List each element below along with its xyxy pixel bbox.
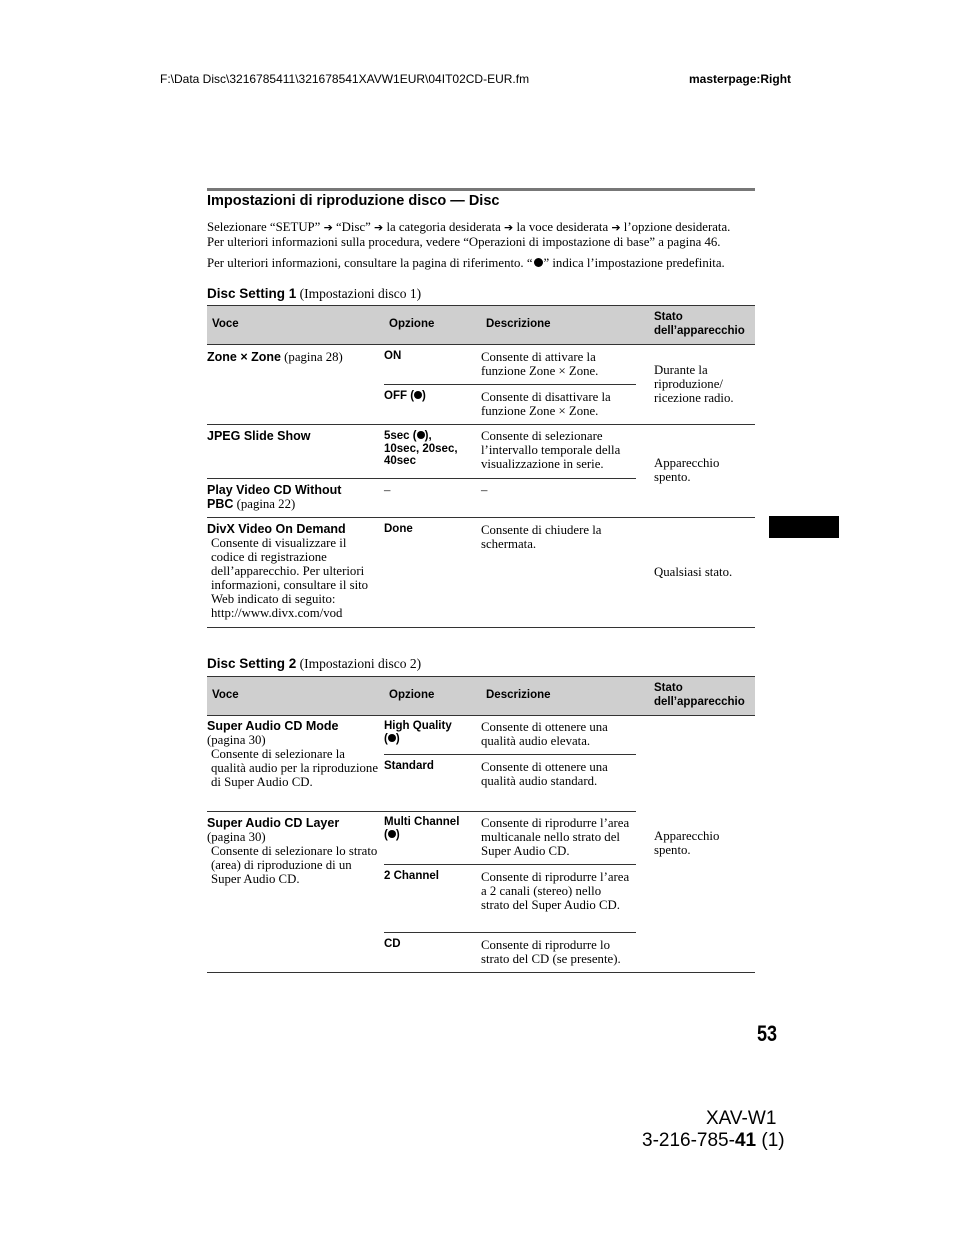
row-divider	[384, 754, 636, 755]
section-thumb-tab	[769, 516, 839, 538]
desc-multi-channel: Consente di riprodurre l’area multicanale nello strato del Super Audio CD.	[481, 816, 630, 858]
stato-table2: Apparecchio spento.	[654, 829, 720, 857]
intro-paragraph: Selezionare “SETUP” ➔ “Disc” ➔ la categoria desiderata ➔ la voce desiderata ➔ l’opzione desiderata. Per ulteriori informazioni sulla procedura, vedere “Operazioni di impostazione di base” a pagina 46.	[207, 220, 731, 249]
page-number: 53	[757, 1021, 778, 1046]
item-sacd-mode: Super Audio CD Mode (pagina 30) Consente di selezionare la qualità audio per la riproduzione di Super Audio CD.	[207, 719, 379, 789]
col-descrizione: Descrizione	[486, 689, 551, 701]
row-divider	[384, 384, 636, 385]
default-dot-icon	[414, 391, 422, 399]
arrow-right-icon: ➔	[611, 221, 621, 234]
part-number: 3-216-785-41 (1)	[642, 1130, 785, 1151]
col-opzione: Opzione	[389, 318, 435, 330]
col-voce: Voce	[212, 318, 239, 330]
option-2-channel: 2 Channel	[384, 870, 439, 882]
disc-setting-2-table	[207, 676, 755, 973]
disc-setting-1-table	[207, 305, 755, 628]
desc-cd: Consente di riprodurre lo strato del CD (se presente).	[481, 938, 621, 966]
item-play-video-cd: Play Video CD Without PBC (pagina 22)	[207, 483, 342, 511]
row-divider	[384, 864, 636, 865]
item-divx-vod: DivX Video On Demand Consente di visualizzare il codice di registrazione dell’apparecchio. Per ulteriori informazioni, consultare il sito Web indicato di seguito: http://www.divx.com/vod	[207, 522, 369, 620]
item-jpeg-slide-show: JPEG Slide Show	[207, 429, 311, 443]
table-bottom-rule	[207, 627, 755, 628]
arrow-right-icon: ➔	[374, 221, 384, 234]
arrow-right-icon: ➔	[323, 221, 333, 234]
default-dot-icon	[534, 258, 543, 267]
item-sacd-layer: Super Audio CD Layer (pagina 30) Consente di selezionare lo strato (area) di riproduzione di un Super Audio CD.	[207, 816, 378, 886]
row-divider	[207, 478, 636, 479]
col-descrizione: Descrizione	[486, 318, 551, 330]
option-high-quality: High Quality ( )	[384, 720, 452, 745]
desc-zone-off: Consente di disattivare la funzione Zone × Zone.	[481, 390, 611, 418]
row-divider	[207, 811, 636, 812]
stato-divx: Qualsiasi stato.	[654, 565, 733, 579]
desc-2-channel: Consente di riprodurre l’area a 2 canali (stereo) nello strato del Super Audio CD.	[481, 870, 630, 912]
stato-jpeg-pvcd: Apparecchio spento.	[654, 456, 720, 484]
option-on: ON	[384, 350, 402, 362]
desc-standard: Consente di ottenere una qualità audio standard.	[481, 760, 608, 788]
option-off: OFF ( )	[384, 390, 426, 402]
section-rule	[207, 188, 755, 191]
row-divider	[384, 932, 636, 933]
option-done: Done	[384, 523, 413, 535]
table2-title: Disc Setting 2 (Impostazioni disco 2)	[207, 656, 422, 671]
default-note: Per ulteriori informazioni, consultare la pagina di riferimento. “ ” indica l’impostazione predefinita.	[207, 256, 725, 270]
desc-divx: Consente di chiudere la schermata.	[481, 523, 602, 551]
table1-title: Disc Setting 1 (Impostazioni disco 1)	[207, 286, 422, 301]
col-voce: Voce	[212, 689, 239, 701]
col-stato: Stato dell’apparecchio	[654, 311, 745, 337]
option-pvcd: –	[384, 483, 391, 497]
arrow-right-icon: ➔	[504, 221, 514, 234]
option-multi-channel: Multi Channel ( )	[384, 816, 460, 841]
col-stato: Stato dell’apparecchio	[654, 682, 745, 708]
desc-pvcd: –	[481, 483, 488, 497]
desc-jpeg: Consente di selezionare l’intervallo temporale della visualizzazione in serie.	[481, 429, 621, 471]
row-divider	[207, 517, 755, 518]
option-jpeg: 5sec ( ), 10sec, 20sec, 40sec	[384, 430, 458, 467]
section-title: Impostazioni di riproduzione disco — Disc	[207, 193, 500, 209]
option-cd: CD	[384, 938, 401, 950]
option-standard: Standard	[384, 760, 434, 772]
model-name: XAV-W1	[706, 1108, 777, 1129]
table-bottom-rule	[207, 972, 755, 973]
masterpage-label: masterpage:Right	[689, 72, 792, 86]
table-header	[207, 676, 755, 716]
default-dot-icon	[417, 431, 425, 439]
desc-high-quality: Consente di ottenere una qualità audio elevata.	[481, 720, 608, 748]
file-path: F:\Data Disc\3216785411\321678541XAVW1EUR\04IT02CD-EUR.fm	[160, 72, 530, 86]
item-zone-zone: Zone × Zone (pagina 28)	[207, 350, 343, 364]
default-dot-icon	[388, 734, 396, 742]
row-divider	[207, 424, 755, 425]
col-opzione: Opzione	[389, 689, 435, 701]
desc-zone-on: Consente di attivare la funzione Zone × Zone.	[481, 350, 599, 378]
default-dot-icon	[388, 830, 396, 838]
table-header	[207, 305, 755, 345]
stato-zone: Durante la riproduzione/ ricezione radio.	[654, 363, 734, 405]
